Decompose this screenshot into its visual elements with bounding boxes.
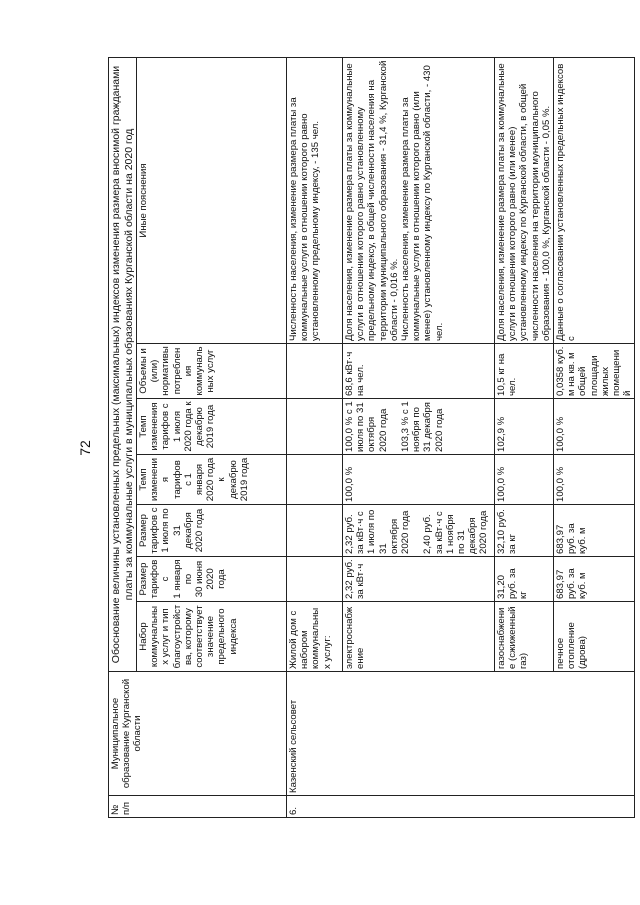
intro-note: Численность населения, изменение размера платы за коммунальные услуги в отношении которого равно установленному предельному индексу, - 135 чел.	[287, 58, 343, 344]
rate-jan: 100,0 %	[554, 455, 635, 505]
service-name: печное отопление (дрова)	[554, 602, 635, 672]
tariff-h1: 2,32 руб. за кВт·ч	[343, 557, 495, 602]
header-notes: Иные пояснения	[137, 58, 287, 344]
tariff-h1: 683,97 руб. за куб. м	[554, 557, 635, 602]
rate-jan: 100,0 %	[343, 455, 495, 505]
index-justification-table	[108, 57, 635, 818]
header-set: Набор коммунальных услуг и тип благоустройства, которому соответствует значение предельного индекса	[137, 602, 287, 672]
header-num: № п/п	[109, 796, 287, 818]
volume: 10,5 кг на чел.	[495, 344, 554, 399]
rate-jul: 102,9 %	[495, 399, 554, 455]
header-volumes: Объемы и (или) нормативы потребления коммунальных услуг	[137, 344, 287, 399]
table-header-row	[109, 58, 137, 818]
rate-jul: 100,0 %	[554, 399, 635, 455]
header-rate-jul: Темп изменения тарифов с 1 июля 2020 года к декабрю 2019 года	[137, 399, 287, 455]
table-row	[287, 58, 343, 818]
header-rate-jan: Темп изменения тарифов с 1 января 2020 года к декабрю 2019 года	[137, 455, 287, 505]
page-number: 72	[76, 440, 93, 456]
volume: 68,6 кВт·ч на чел.	[343, 344, 495, 399]
tariff-h2: 32,10 руб. за кг	[495, 505, 554, 557]
rate-jul: 100,0 % с 1 июля по 31 октября 2020 года 103,3 % с 1 ноября по 31 декабря 2020 года	[343, 399, 495, 455]
row-municipality: Казенский сельсовет	[287, 672, 635, 796]
rate-jan: 100,0 %	[495, 455, 554, 505]
set-intro: Жилой дом с набором коммунальных услуг:	[287, 602, 343, 672]
service-note: Данные о согласовании установленных предельных индексов с	[554, 58, 635, 344]
table-title: Обоснование величины установленных предельных (максимальных) индексов изменения размера вносимой гражданами платы за коммунальные услуги в муниципальных образованиях Курганской области на 2020 год	[109, 58, 137, 672]
service-note: Доля населения, изменение размера платы за коммунальные услуги в отношении которого равно (или менее) установленному индексу по Курганской области, в общей численности населения на территории муниципального образования - 100,0 %, Курганской области - 0,05 %.	[495, 58, 554, 344]
tariff-h1: 31,20 руб. за кг	[495, 557, 554, 602]
rotated-table-sheet	[108, 58, 634, 818]
header-tariff-h2: Размер тарифов с 1 июля по 31 декабря 2020 года	[137, 505, 287, 557]
header-municipality: Муниципальное образование Курганской области	[109, 672, 287, 796]
service-name: электроснабжение	[343, 602, 495, 672]
header-tariff-h1: Размер тарифов с 1 января по 30 июня 2020 года	[137, 557, 287, 602]
service-name: газоснабжение (сжиженный газ)	[495, 602, 554, 672]
volume: 0,0358 куб. м на кв. м общей площади жилых помещений	[554, 344, 635, 399]
service-note: Доля населения, изменение размера платы за коммунальные услуги в отношении которого равно установленному предельному индексу, в общей численности населения на территории муниципального образования - 31,4 %, Курганской области - 0,016 %. Численность населения, изменение размера платы за коммунальные услуги в отношении которого равно (или менее) установленному индексу по Курганской области, - 430 чел.	[343, 58, 495, 344]
tariff-h2: 2,32 руб. за кВт·ч с 1 июля по 31 октября 2020 года 2,40 руб. за кВт·ч с 1 ноября по 31 декабря 2020 года	[343, 505, 495, 557]
row-num: 6.	[287, 796, 635, 818]
tariff-h2: 683,97 руб. за куб. м	[554, 505, 635, 557]
